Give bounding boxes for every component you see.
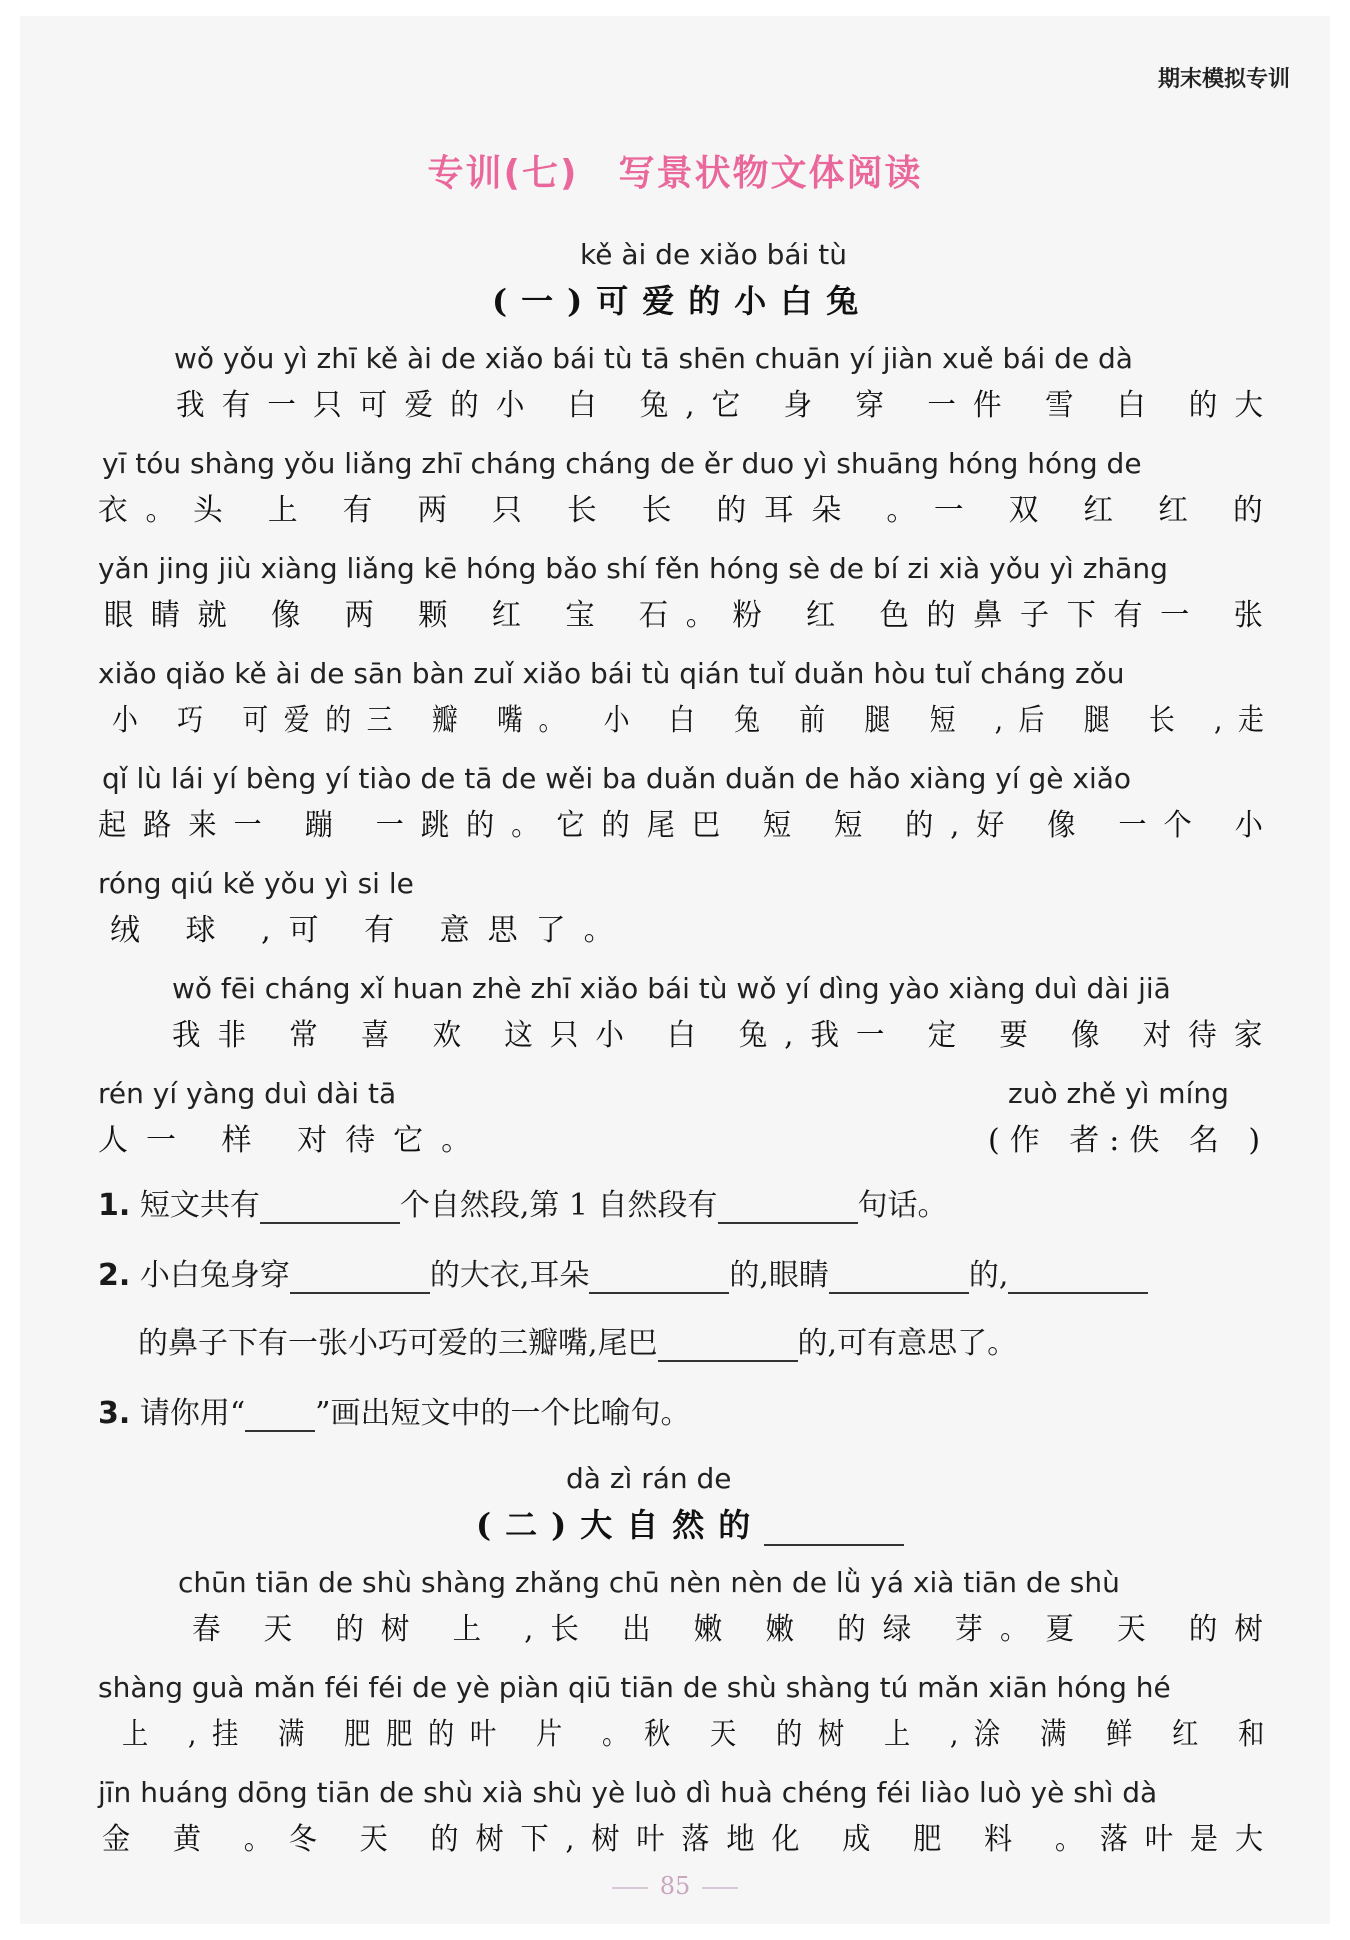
answer-blank[interactable] xyxy=(718,1192,858,1224)
page-title xyxy=(0,145,1350,196)
author: (作 者:佚 名 ) xyxy=(988,1123,1271,1158)
line-pinyin: rén yí yàng duì dài tā xyxy=(98,1077,397,1110)
line-pinyin: róng qiú kě yǒu yì si le xyxy=(98,867,414,900)
question-text: 的鼻子下有一张小巧可爱的三瓣嘴,尾巴 xyxy=(138,1326,658,1361)
question-text: 请你用“ xyxy=(139,1396,246,1431)
line-hanzi: 绒 球 ,可 有 意思了。 xyxy=(110,913,632,948)
passage2-title-text: (二)大自然的 xyxy=(476,1506,765,1544)
question-number: 3. xyxy=(98,1396,131,1431)
question-2-continued xyxy=(138,1318,1017,1362)
question-3 xyxy=(98,1388,691,1432)
question-text: 个自然段,第 1 自然段有 xyxy=(399,1188,718,1223)
title-answer-blank[interactable] xyxy=(764,1514,904,1546)
question-text: 的大衣,耳朵 xyxy=(429,1258,590,1293)
line-pinyin: jīn huáng dōng tiān de shù xià shù yè luò dì huà chéng féi liào luò yè shì dà xyxy=(98,1776,1158,1809)
line-pinyin: wǒ fēi cháng xǐ huan zhè zhī xiǎo bái tù wǒ yí dìng yào xiàng duì dài jiā xyxy=(172,972,1171,1005)
line-hanzi: 春 天 的树 上 ,长 出 嫩 嫩 的绿 芽。夏 天 的树 xyxy=(192,1612,1280,1647)
line-pinyin: chūn tiān de shù shàng zhǎng chū nèn nèn de lǜ yá xià tiān de shù xyxy=(178,1566,1120,1599)
question-text: 的,可有意思了。 xyxy=(797,1326,1018,1361)
line-hanzi: 我有一只可爱的小 白 兔,它 身 穿 一件 雪 白 的大 xyxy=(176,388,1281,423)
question-text: 短文共有 xyxy=(139,1188,260,1223)
line-pinyin: qǐ lù lái yí bèng yí tiào de tā de wěi ba duǎn duǎn de hǎo xiàng yí gè xiǎo xyxy=(102,762,1132,795)
title-part1: 专训(七) xyxy=(427,153,579,194)
line-hanzi: 上 ,挂 满 肥肥的叶 片 。秋 天 的树 上 ,涂 满 鲜 红 和 xyxy=(122,1717,1281,1752)
answer-blank[interactable] xyxy=(658,1330,798,1362)
page-number xyxy=(0,1872,1350,1900)
question-number: 1. xyxy=(98,1188,131,1223)
passage2-title xyxy=(476,1500,904,1546)
answer-blank[interactable] xyxy=(260,1192,400,1224)
line-hanzi: 金 黄 。冬 天 的树下,树叶落地化 成 肥 料 。落叶是大 xyxy=(102,1822,1280,1857)
line-pinyin: yǎn jing jiù xiàng liǎng kē hóng bǎo shí fěn hóng sè de bí zi xià yǒu yì zhāng xyxy=(98,552,1168,585)
question-2 xyxy=(98,1250,1148,1294)
question-number: 2. xyxy=(98,1258,131,1293)
question-text: ”画出短文中的一个比喻句。 xyxy=(315,1396,691,1431)
question-text: 的,眼睛 xyxy=(729,1258,829,1293)
line-pinyin: yī tóu shàng yǒu liǎng zhī cháng cháng de ěr duo yì shuāng hóng hóng de xyxy=(102,447,1142,480)
line-hanzi: 眼睛就 像 两 颗 红 宝 石。粉 红 色的鼻子下有一 张 xyxy=(104,598,1281,633)
line-hanzi: 我非 常 喜 欢 这只小 白 兔,我一 定 要 像 对待家 xyxy=(172,1018,1280,1053)
passage2-title-pinyin: dà zì rán de xyxy=(566,1462,732,1495)
question-text: 小白兔身穿 xyxy=(139,1258,290,1293)
header-tag: 期末模拟专训 xyxy=(1157,67,1290,92)
answer-blank[interactable] xyxy=(290,1262,430,1294)
question-1 xyxy=(98,1180,948,1224)
title-part2: 写景状物文体阅读 xyxy=(618,153,923,194)
answer-blank[interactable] xyxy=(589,1262,729,1294)
line-pinyin: shàng guà mǎn féi féi de yè piàn qiū tiān de shù shàng tú mǎn xiān hóng hé xyxy=(98,1671,1171,1704)
passage1-title: (一)可爱的小白兔 xyxy=(492,282,873,320)
line-pinyin: xiǎo qiǎo kě ài de sān bàn zuǐ xiǎo bái tù qián tuǐ duǎn hòu tuǐ cháng zǒu xyxy=(98,657,1125,690)
line-hanzi: 衣。头 上 有 两 只 长 长 的耳朵 。一 双 红 红 的 xyxy=(98,493,1281,528)
question-text: 句话。 xyxy=(857,1188,948,1223)
line-hanzi: 起路来一 蹦 一跳的。它的尾巴 短 短 的,好 像 一个 小 xyxy=(98,808,1280,843)
answer-blank[interactable] xyxy=(829,1262,969,1294)
page-number-text: 85 xyxy=(659,1872,691,1900)
passage1-title-pinyin: kě ài de xiǎo bái tù xyxy=(580,238,847,271)
question-text: 的, xyxy=(968,1258,1009,1293)
answer-blank[interactable] xyxy=(1008,1262,1148,1294)
author-pinyin: zuò zhě yì míng xyxy=(1008,1077,1229,1110)
line-hanzi: 人一 样 对待它。 xyxy=(98,1123,490,1158)
line-pinyin: wǒ yǒu yì zhī kě ài de xiǎo bái tù tā shēn chuān yí jiàn xuě bái de dà xyxy=(174,342,1133,375)
underline-sample xyxy=(245,1400,315,1432)
line-hanzi: 小 巧 可爱的三 瓣 嘴。 小 白 兔 前 腿 短 ,后 腿 长 ,走 xyxy=(112,703,1280,738)
